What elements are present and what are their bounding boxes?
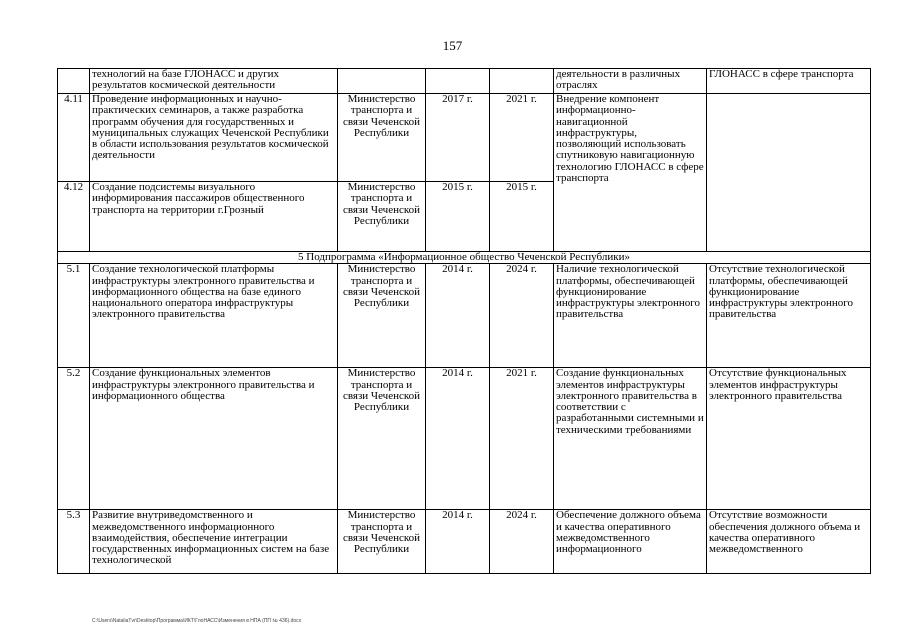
table-row <box>58 510 871 574</box>
row-number-cell: 4.12 <box>58 182 90 252</box>
event-cell: Создание технологической платформы инфраструктуры электронного правительства и информационного общества на базе единого национального оператора инфраструктуры электронного правительства <box>90 264 338 368</box>
problem-cell: ГЛОНАСС в сфере транспорта <box>707 69 871 94</box>
row-number-cell: 4.11 <box>58 94 90 182</box>
event-cell: Создание функциональных элементов инфраструктуры электронного правительства и информационного общества <box>90 368 338 510</box>
event-cell: Развитие внутриведомственного и межведомственного информационного взаимодействия, обеспечение интеграции государственных информационных систем на базе технологической <box>90 510 338 574</box>
start-year-cell: 2014 г. <box>426 264 490 368</box>
executor-cell: Министерство транспорта и связи Чеченской Республики <box>338 368 426 510</box>
end-year-cell: 2024 г. <box>490 264 554 368</box>
section-row <box>58 252 871 264</box>
executor-cell <box>338 69 426 94</box>
result-cell: Внедрение компонент информационно-навигационной инфраструктуры, позволяющий использовать спутниковую навигационную технологию ГЛОНАСС в сфере транспорта <box>554 94 707 252</box>
result-cell: Создание функциональных элементов инфраструктуры электронного правительства в соответствии с разработанными системными и техническими требованиями <box>554 368 707 510</box>
table-row <box>58 94 871 182</box>
problem-cell: Отсутствие технологической платформы, обеспечивающей функционирование инфраструктуры электронного правительства <box>707 264 871 368</box>
end-year-cell: 2021 г. <box>490 368 554 510</box>
start-year-cell: 2015 г. <box>426 182 490 252</box>
table-row <box>58 69 871 94</box>
end-year-cell: 2021 г. <box>490 94 554 182</box>
executor-cell: Министерство транспорта и связи Чеченской Республики <box>338 510 426 574</box>
problem-cell: Отсутствие возможности обеспечения должного объема и качества оперативного межведомственного <box>707 510 871 574</box>
end-year-cell: 2015 г. <box>490 182 554 252</box>
event-cell: Проведение информационных и научно-практических семинаров, а также разработка программ обучения для государственных и муниципальных служащих Чеченской Республики в области использования результатов космической деятельности <box>90 94 338 182</box>
start-year-cell: 2014 г. <box>426 510 490 574</box>
start-year-cell <box>426 69 490 94</box>
executor-cell: Министерство транспорта и связи Чеченской Республики <box>338 182 426 252</box>
row-number-cell: 5.1 <box>58 264 90 368</box>
start-year-cell: 2014 г. <box>426 368 490 510</box>
row-number-cell: 5.2 <box>58 368 90 510</box>
row-number-cell <box>58 69 90 94</box>
problem-cell <box>707 94 871 252</box>
event-cell: технологий на базе ГЛОНАСС и других результатов космической деятельности <box>90 69 338 94</box>
row-number-cell: 5.3 <box>58 510 90 574</box>
problem-cell: Отсутствие функциональных элементов инфраструктуры электронного правительства <box>707 368 871 510</box>
result-cell: Обеспечение должного объема и качества оперативного межведомственного информационного <box>554 510 707 574</box>
table-row <box>58 264 871 368</box>
executor-cell: Министерство транспорта и связи Чеченской Республики <box>338 264 426 368</box>
executor-cell: Министерство транспорта и связи Чеченской Республики <box>338 94 426 182</box>
measures-table <box>57 68 871 574</box>
end-year-cell: 2024 г. <box>490 510 554 574</box>
table-row <box>58 368 871 510</box>
result-cell: Наличие технологической платформы, обеспечивающей функционирование инфраструктуры электронного правительства <box>554 264 707 368</box>
page-number: 157 <box>442 38 463 53</box>
event-cell: Создание подсистемы визуального информирования пассажиров общественного транспорта на территории г.Грозный <box>90 182 338 252</box>
section-title: 5 Подпрограмма «Информационное общество Чеченской Республики» <box>58 252 871 264</box>
end-year-cell <box>490 69 554 94</box>
result-cell: деятельности в различных отраслях <box>554 69 707 94</box>
file-path-footer: C:\Users\NataliaTvr\Desktop\Программа\ИКТ\ГлоНАСС\Изменения в НПА (ПП № 436).docx <box>92 618 302 624</box>
start-year-cell: 2017 г. <box>426 94 490 182</box>
